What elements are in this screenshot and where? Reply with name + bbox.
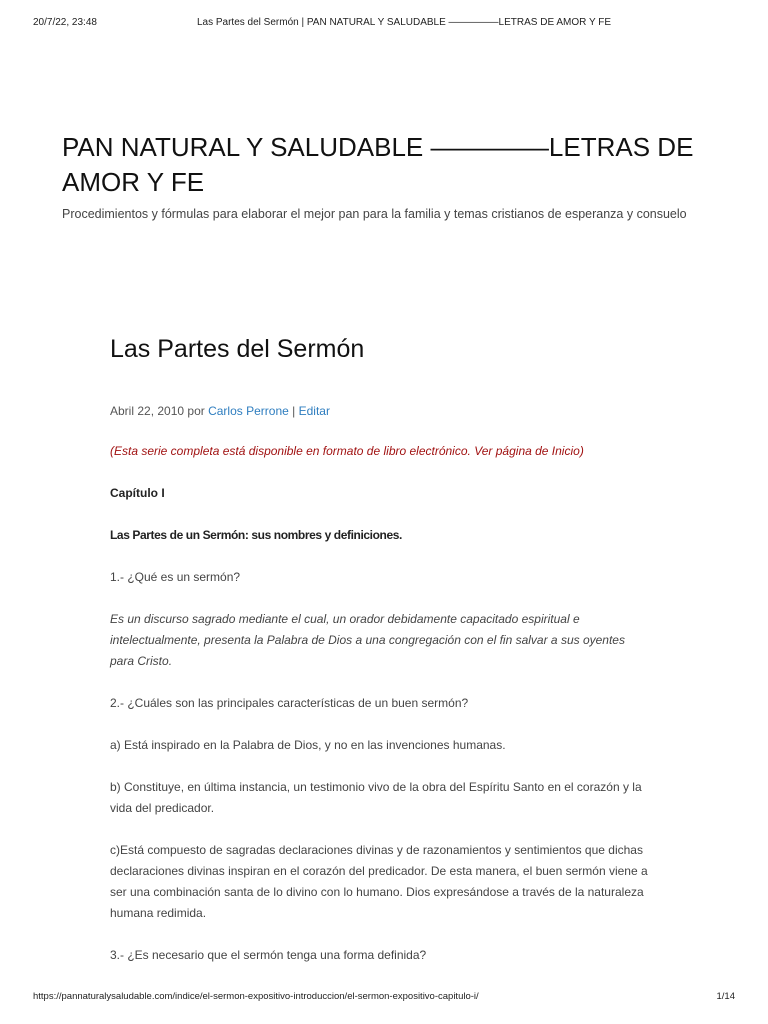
answer-1-line: para Cristo.: [110, 654, 173, 668]
answer-2c-line: declaraciones divinas inspiran en el corazón del predicador. De esta manera, el buen sermón viene a: [110, 864, 648, 878]
answer-1-line: Es un discurso sagrado mediante el cual, un orador debidamente capacitado espiritual e: [110, 612, 580, 626]
post-meta: [110, 402, 660, 420]
author-link[interactable]: Carlos Perrone: [208, 404, 289, 418]
answer-1-line: intelectualmente, presenta la Palabra de Dios a una congregación con el fin salvar a sus oyentes: [110, 633, 625, 647]
post-by: por: [187, 404, 205, 418]
question-3: 3.- ¿Es necesario que el sermón tenga una forma definida?: [110, 948, 427, 962]
chapter-heading: Capítulo I: [110, 486, 165, 500]
site-header: [62, 130, 722, 223]
answer-2b: [110, 777, 660, 819]
answer-2c-line: humana redimida.: [110, 906, 207, 920]
site-title-line-1: PAN NATURAL Y SALUDABLE ————–LETRAS DE: [62, 132, 694, 162]
answer-2c-line: c)Está compuesto de sagradas declaraciones divinas y de razonamientos y sentimientos que dichas: [110, 843, 643, 857]
question-2: 2.- ¿Cuáles son las principales características de un buen sermón?: [110, 696, 469, 710]
ebook-note: (Esta serie completa está disponible en formato de libro electrónico. Ver página de Inicio): [110, 444, 584, 458]
print-page-number: 1/14: [716, 991, 735, 1002]
section-subtitle: Las Partes de un Sermón: sus nombres y definiciones.: [110, 528, 402, 542]
post-content: [110, 441, 660, 966]
answer-2c-line: ser una combinación santa de lo divino con lo humano. Dios expresándose a través de la naturaleza: [110, 885, 644, 899]
meta-separator: |: [292, 404, 296, 418]
print-url: https://pannaturalysaludable.com/indice/el-sermon-expositivo-introduccion/el-sermon-expositivo-capitulo-i/: [33, 991, 479, 1002]
question-1: 1.- ¿Qué es un sermón?: [110, 570, 241, 584]
print-datetime: 20/7/22, 23:48: [33, 17, 97, 28]
site-description: Procedimientos y fórmulas para elaborar el mejor pan para la familia y temas cristianos de esperanza y consuelo: [62, 207, 687, 221]
print-header: [33, 17, 735, 31]
answer-2c: [110, 840, 660, 924]
answer-2b-line: b) Constituye, en última instancia, un testimonio vivo de la obra del Espíritu Santo en el corazón y la: [110, 780, 642, 794]
post-article: [110, 330, 660, 966]
site-title-line-2: AMOR Y FE: [62, 167, 205, 197]
site-title[interactable]: [62, 130, 722, 200]
print-page-title: Las Partes del Sermón | PAN NATURAL Y SALUDABLE —————LETRAS DE AMOR Y FE: [196, 17, 612, 28]
answer-2a: a) Está inspirado en la Palabra de Dios, y no en las invenciones humanas.: [110, 738, 506, 752]
answer-2b-line: vida del predicador.: [110, 801, 215, 815]
print-footer: [33, 991, 735, 1005]
edit-link[interactable]: Editar: [298, 404, 330, 418]
answer-1: [110, 609, 660, 672]
post-date: Abril 22, 2010: [110, 404, 185, 418]
post-title: Las Partes del Sermón: [110, 335, 365, 363]
